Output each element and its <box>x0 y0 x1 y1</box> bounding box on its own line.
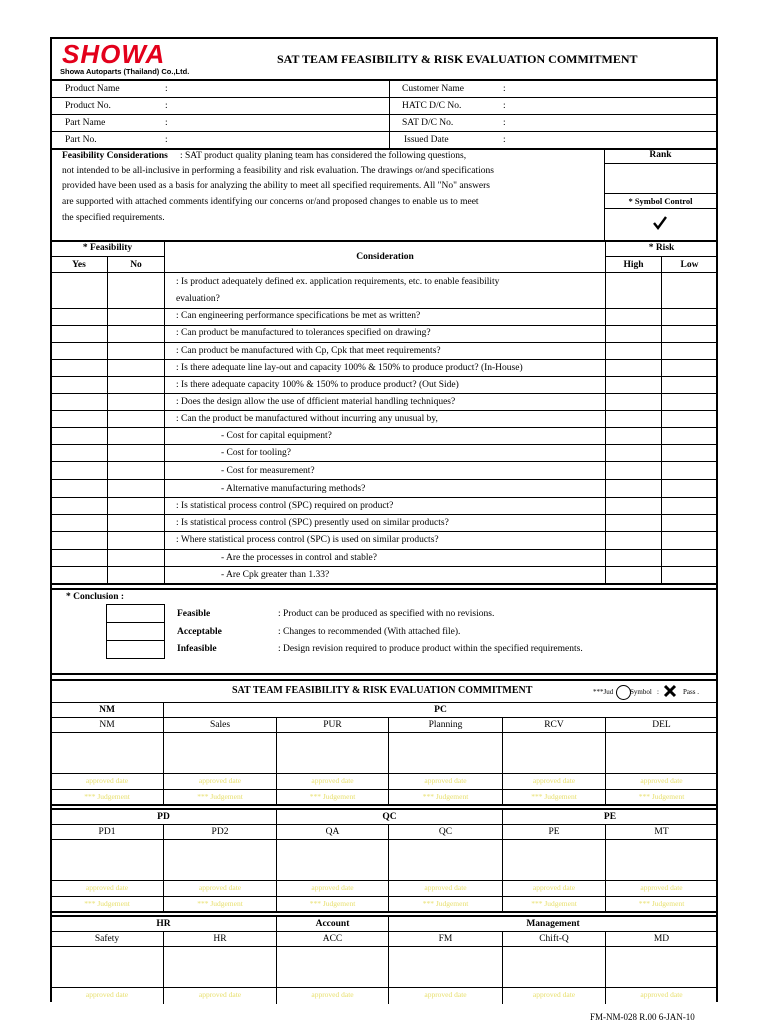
form-code: FM-NM-028 R.00 6-JAN-10 <box>590 1012 695 1022</box>
question-row: : Is there adequate line lay-out and capacity 100% & 150% to produce product? (In-House) <box>176 363 523 373</box>
product-name-label: Product Name <box>65 84 120 94</box>
feasible-checkbox[interactable] <box>106 604 165 623</box>
judgement-ghost: *** Judgement <box>84 792 130 801</box>
col-hr: HR <box>213 934 227 944</box>
page-title: SAT TEAM FEASIBILITY & RISK EVALUATION COMMITMENT <box>277 52 638 66</box>
logo-text: SHOWA <box>62 40 166 68</box>
acceptable-desc: : Changes to recommended (With attached file). <box>278 627 461 637</box>
info-sep: : <box>503 118 506 128</box>
product-no-label: Product No. <box>65 101 111 111</box>
acceptable-label: Acceptable <box>177 627 222 637</box>
approved-date-ghost: approved date <box>532 990 576 999</box>
question-subrow: - Cost for capital equipment? <box>221 431 332 441</box>
acceptable-checkbox[interactable] <box>106 622 165 641</box>
approved-date-ghost: approved date <box>640 883 683 892</box>
sat-dc-label: SAT D/C No. <box>402 118 454 128</box>
question-row: : Is statistical process control (SPC) required on product? <box>176 501 394 511</box>
considerations-line: not intended to be all-inclusive in performing a feasibility and risk evaluation. The drawings or/and specifications <box>62 166 494 176</box>
question-row: : Can product be manufactured with Cp, Cpk that meet requirements? <box>176 346 441 356</box>
question-subrow: - Cost for tooling? <box>221 448 291 458</box>
approved-date-ghost: approved date <box>532 883 576 892</box>
group-nm: NM <box>99 705 115 715</box>
approved-date-ghost: approved date <box>640 990 683 999</box>
question-row: evaluation? <box>176 294 220 304</box>
judgement-ghost: *** Judgement <box>422 899 469 908</box>
col-md: MD <box>653 934 670 944</box>
col-pur: PUR <box>323 720 342 730</box>
legend-pass: Pass . <box>683 688 699 696</box>
info-sep: : <box>165 118 168 128</box>
col-safety: Safety <box>94 934 120 944</box>
col-nm: NM <box>99 720 115 730</box>
part-no-label: Part No. <box>65 135 97 145</box>
judgement-ghost: *** Judgement <box>309 899 356 908</box>
approved-date-ghost: approved date <box>198 776 242 785</box>
judgement-ghost: *** Judgement <box>638 899 685 908</box>
high-header: High <box>623 260 644 270</box>
question-subrow: - Cost for measurement? <box>221 466 315 476</box>
approved-date-ghost: approved date <box>311 883 354 892</box>
col-del: DEL <box>652 720 671 730</box>
question-subrow: - Are Cpk greater than 1.33? <box>221 570 330 580</box>
conclusion-heading: * Conclusion : <box>66 592 125 602</box>
col-pe: PE <box>548 827 560 837</box>
question-subrow: - Are the processes in control and stable? <box>221 553 377 563</box>
infeasible-label: Infeasible <box>177 644 217 654</box>
commitment-title: SAT TEAM FEASIBILITY & RISK EVALUATION COMMITMENT <box>232 685 533 696</box>
approved-date-ghost: approved date <box>85 883 129 892</box>
hatc-dc-label: HATC D/C No. <box>402 101 462 111</box>
judgement-ghost: *** Judgement <box>422 792 469 801</box>
col-chift-q: Chift-Q <box>539 934 569 944</box>
group-pc: PC <box>434 705 447 715</box>
approved-date-ghost: approved date <box>198 990 242 999</box>
considerations-line: provided have been used as a basis for analyzing the ability to meet all specified requirements. All "No" answers <box>62 181 491 191</box>
low-header: Low <box>680 260 699 270</box>
approved-date-ghost: approved date <box>311 776 354 785</box>
issued-date-label: Issued Date <box>404 135 449 145</box>
infeasible-checkbox[interactable] <box>106 640 165 659</box>
feasible-desc: : Product can be produced as specified with no revisions. <box>278 609 495 619</box>
checkmark-icon <box>653 216 667 230</box>
col-rcv: RCV <box>544 720 564 730</box>
judgement-ghost: *** Judgement <box>197 899 243 908</box>
part-name-label: Part Name <box>65 118 106 128</box>
info-sep: : <box>503 135 506 145</box>
judgement-ghost: *** Judgement <box>638 792 685 801</box>
yes-header: Yes <box>72 260 86 270</box>
info-sep: : <box>503 84 506 94</box>
group-hr: HR <box>156 919 171 929</box>
approved-date-ghost: approved date <box>85 990 129 999</box>
question-row: : Where statistical process control (SPC) is used on similar products? <box>176 535 439 545</box>
no-header: No <box>130 260 142 270</box>
approved-date-ghost: approved date <box>424 990 467 999</box>
consideration-header: Consideration <box>356 252 414 262</box>
rank-label: Rank <box>649 150 672 160</box>
question-row: : Can engineering performance specifications be met as written? <box>176 311 421 321</box>
legend-symbol: Symbol <box>630 688 652 696</box>
judgement-ghost: *** Judgement <box>531 792 577 801</box>
showa-logo <box>60 40 210 68</box>
legend-sep: : <box>657 688 659 696</box>
judgement-ghost: *** Judgement <box>197 792 243 801</box>
question-row: : Is statistical process control (SPC) presently used on similar products? <box>176 518 449 528</box>
judgement-ghost: *** Judgement <box>309 792 356 801</box>
question-row: : Is there adequate capacity 100% & 150% to produce product? (Out Side) <box>176 380 459 390</box>
col-mt: MT <box>654 827 669 837</box>
col-pd2: PD2 <box>211 827 229 837</box>
symbol-control-label: * Symbol Control <box>628 196 693 206</box>
approved-date-ghost: approved date <box>640 776 683 785</box>
question-row: : Can the product be manufactured without incurring any unusual by, <box>176 414 438 424</box>
group-pe: PE <box>603 812 617 822</box>
info-sep: : <box>165 135 168 145</box>
col-sales: Sales <box>209 720 231 730</box>
cross-pass-icon <box>663 684 677 698</box>
info-sep: : <box>165 84 168 94</box>
considerations-line: are supported with attached comments identifying our concerns or/and proposed changes to enable us to meet <box>62 197 479 207</box>
customer-name-label: Customer Name <box>402 84 465 94</box>
considerations-line: : SAT product quality planing team has considered the following questions, <box>180 151 467 161</box>
question-row: : Is product adequately defined ex. application requirements, etc. to enable feasibility <box>176 277 500 287</box>
approved-date-ghost: approved date <box>198 883 242 892</box>
approved-date-ghost: approved date <box>311 990 354 999</box>
approved-date-ghost: approved date <box>424 776 467 785</box>
col-pd1: PD1 <box>98 827 116 837</box>
col-qc: QC <box>438 827 453 837</box>
question-row: : Does the design allow the use of dfficient material handling techniques? <box>176 397 456 407</box>
infeasible-desc: : Design revision required to produce product within the specified requirements. <box>278 644 583 654</box>
company-name: Showa Autoparts (Thailand) Co.,Ltd. <box>60 67 190 76</box>
approved-date-ghost: approved date <box>85 776 129 785</box>
question-row: : Can product be manufactured to tolerances specified on drawing? <box>176 328 431 338</box>
circle-symbol-icon <box>616 685 631 700</box>
col-qa: QA <box>325 827 340 837</box>
col-planning: Planning <box>428 720 463 730</box>
info-sep: : <box>165 101 168 111</box>
feasibility-header: * Feasibility <box>82 243 133 253</box>
question-subrow: - Alternative manufacturing methods? <box>221 484 366 494</box>
group-qc: QC <box>382 812 397 822</box>
group-account: Account <box>315 919 350 929</box>
considerations-heading: Feasibility Considerations <box>62 151 168 161</box>
col-acc: ACC <box>322 934 343 944</box>
feasible-label: Feasible <box>177 609 211 619</box>
approved-date-ghost: approved date <box>424 883 467 892</box>
group-pd: PD <box>157 812 170 822</box>
group-management: Management <box>526 919 580 929</box>
col-fm: FM <box>438 934 453 944</box>
legend-prefix: ***Jud <box>593 688 614 696</box>
info-sep: : <box>503 101 506 111</box>
considerations-line: the specified requirements. <box>62 213 165 223</box>
approved-date-ghost: approved date <box>532 776 576 785</box>
judgement-ghost: *** Judgement <box>84 899 130 908</box>
risk-header: * Risk <box>648 243 675 253</box>
judgement-ghost: *** Judgement <box>531 899 577 908</box>
